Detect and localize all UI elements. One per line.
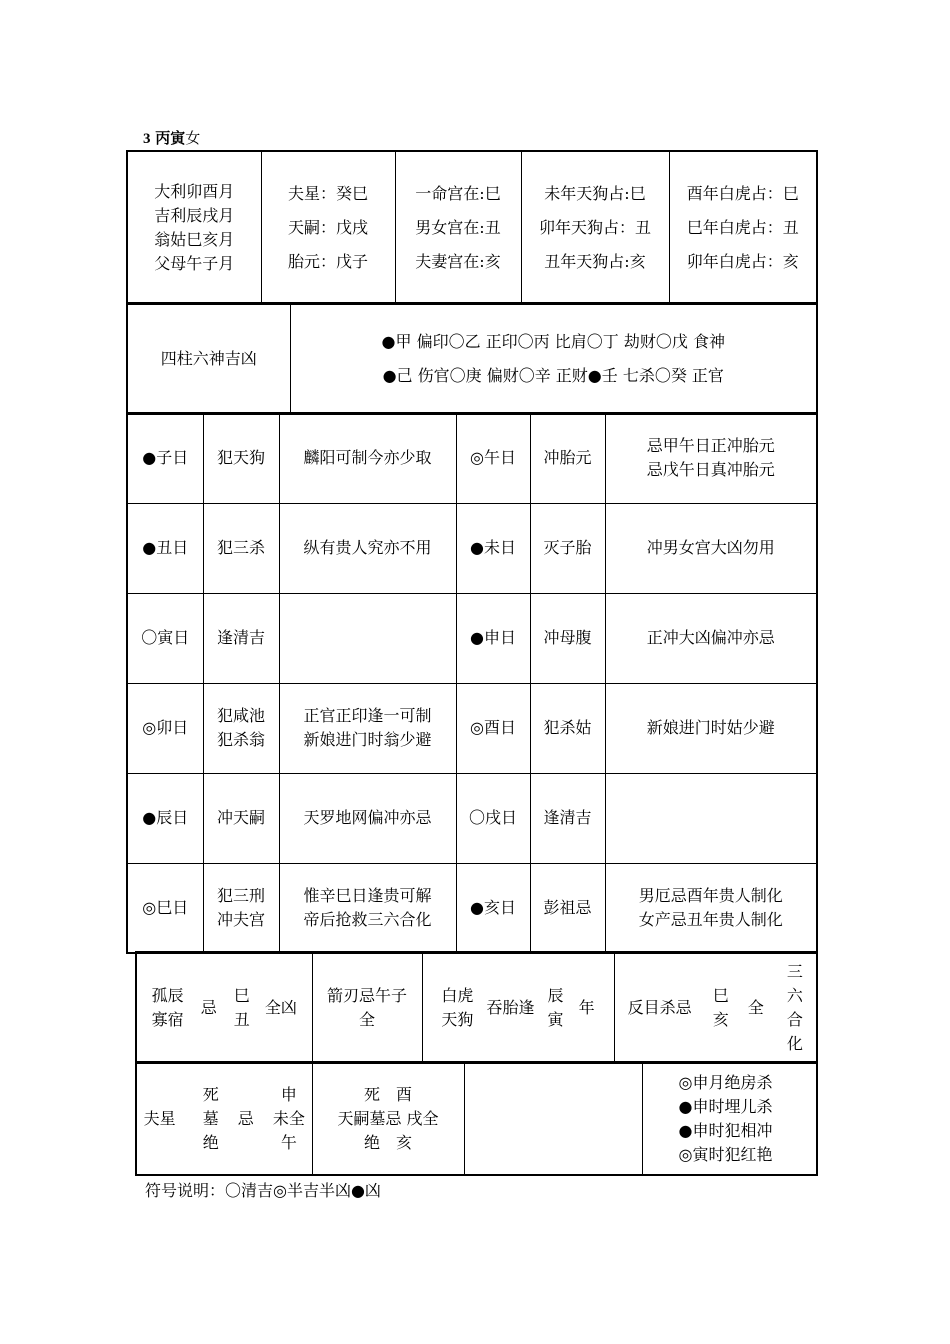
cell-line: 惟辛巳日逢贵可解: [303, 885, 432, 905]
months-line: 父母午子月: [154, 253, 235, 273]
cell-line: 纵有贵人究亦不用: [303, 538, 432, 557]
six-gods-line-2: ●己 伤官〇庚 偏财〇辛 正财●壬 七杀〇癸 正官: [382, 365, 724, 385]
fanmu-label: 反目杀忌: [627, 997, 692, 1017]
fuxing-states: 死 墓 绝: [202, 1084, 219, 1152]
cell-line: 逢清吉: [216, 628, 265, 647]
cell-line: 犯三刑: [216, 885, 265, 905]
day-note-left: [279, 503, 456, 593]
day-row: [127, 593, 817, 683]
day-effect-right: [530, 413, 605, 503]
tiger-line: 巳年白虎占：丑: [686, 217, 799, 237]
day-branch-right: ●申日: [456, 593, 530, 683]
cell-line: 忌甲午日正冲胎元: [646, 436, 775, 456]
dog-line: 卯年天狗占：丑: [538, 217, 651, 237]
day-effect-left: [203, 773, 279, 863]
day-effect-left: [203, 413, 279, 503]
day-effect-left: [203, 863, 279, 953]
cell-line: 逢清吉: [543, 808, 592, 827]
cell-line: 男厄忌酉年贵人制化: [638, 885, 783, 905]
day-note-right: [605, 683, 817, 773]
day-row: [127, 413, 817, 503]
cell-line: 帝后抢救三六合化: [303, 909, 432, 929]
palaces-line: 男女宫在:丑: [415, 217, 501, 237]
tiansi-cell: [312, 1062, 464, 1175]
months-cell: [127, 151, 261, 304]
six-gods-line-1: ●甲 偏印〇乙 正印〇丙 比肩〇丁 劫财〇戊 食神: [381, 331, 725, 351]
tiger-line: 卯年白虎占：亥: [686, 251, 799, 271]
day-row: [127, 863, 817, 953]
day-branch-right: ●未日: [456, 503, 530, 593]
day-branch-left: ◎卯日: [127, 683, 203, 773]
guchen-avoid: 忌: [200, 997, 217, 1017]
title-gender: 女: [185, 129, 201, 147]
day-note-left: [279, 413, 456, 503]
cell-line: 犯三杀: [216, 538, 265, 557]
cell-line: 冲母腹: [543, 628, 592, 647]
cell-line: 犯天狗: [216, 448, 265, 468]
bottom-table-2: [135, 1061, 818, 1176]
six-gods-table: [126, 302, 818, 415]
hour-note: ◎申月绝房杀: [678, 1072, 773, 1092]
months-line: 吉利辰戌月: [154, 205, 235, 225]
day-row: [127, 503, 817, 593]
baihu-year: 年: [578, 997, 595, 1017]
cell-line: 彭祖忌: [543, 897, 592, 917]
fanmu-sanliuhehua: 三 六 合 化: [786, 961, 803, 1053]
fanmu-all: 全: [747, 997, 764, 1017]
title-year: 丙寅: [155, 131, 186, 147]
tiansi-line: 死 酉: [363, 1084, 412, 1104]
day-note-left: [279, 683, 456, 773]
title-number: 3: [143, 131, 151, 147]
day-effect-right: [530, 863, 605, 953]
day-branch-left: ●辰日: [127, 773, 203, 863]
months-line: 大利卯酉月: [154, 181, 235, 201]
tiansi-line: 天嗣墓忌 戌全: [337, 1108, 439, 1128]
cell-line: 女产忌丑年贵人制化: [638, 909, 783, 929]
day-note-right: [605, 773, 817, 863]
day-effect-left: [203, 593, 279, 683]
palaces-line: 夫妻宫在:亥: [415, 251, 501, 271]
fanmu-cell: [614, 952, 817, 1063]
jianren-cell: [312, 952, 422, 1063]
dog-cell: [521, 151, 669, 304]
guchen-result: 全凶: [264, 997, 297, 1017]
cell-line: 正官正印逢一可制: [303, 706, 432, 725]
day-branch-left: ◎巳日: [127, 863, 203, 953]
six-gods-label: 四柱六神吉凶: [127, 303, 290, 414]
hour-note: ●申时埋儿杀: [678, 1096, 773, 1116]
symbol-legend: 符号说明：〇清吉◎半吉半凶●凶: [145, 1181, 381, 1200]
fuxing-branches: 申 未全 午: [272, 1084, 305, 1152]
dog-line: 未年天狗占:巳: [544, 183, 646, 203]
hour-note: ◎寅时犯红艳: [678, 1144, 773, 1164]
baihu-branches: 辰 寅: [547, 985, 564, 1029]
cell-line: 冲夫宫: [216, 909, 265, 929]
cell-line: 冲胎元: [543, 448, 592, 468]
cell-line: 天罗地网偏冲亦忌: [303, 808, 432, 827]
day-effect-left: [203, 683, 279, 773]
six-gods-content: [290, 303, 817, 414]
tiger-line: 酉年白虎占：巳: [686, 183, 799, 203]
jianren-line: 箭刃忌午子: [326, 985, 407, 1005]
guchen-names: 孤辰 寡宿: [151, 985, 184, 1029]
stars-line: 胎元：戊子: [287, 251, 368, 271]
day-branch-right: ●亥日: [456, 863, 530, 953]
day-note-right: [605, 593, 817, 683]
stars-line: 夫星：癸巳: [287, 183, 368, 203]
cell-line: 忌戊午日真冲胎元: [646, 460, 775, 480]
cell-line: 灭子胎: [543, 538, 592, 557]
tiansi-line: 绝 亥: [363, 1132, 412, 1152]
header-table: [126, 150, 818, 305]
bottom-table-1: [135, 951, 818, 1064]
cell-line: 犯杀翁: [216, 730, 265, 749]
day-branch-left: ●子日: [127, 413, 203, 503]
months-line: 翁姑巳亥月: [154, 229, 235, 249]
day-row: [127, 773, 817, 863]
cell-line: 冲天嗣: [216, 808, 265, 827]
palaces-line: 一命宫在:巳: [415, 183, 501, 203]
fuxing-label: 夫星: [143, 1108, 176, 1128]
day-effect-right: [530, 773, 605, 863]
day-branch-right: ◎酉日: [456, 683, 530, 773]
baihu-meet: 吞胎逢: [486, 997, 535, 1017]
cell-line: 新娘进门时姑少避: [646, 718, 775, 737]
cell-line: 犯咸池: [216, 706, 265, 725]
empty-cell: [464, 1062, 642, 1175]
day-effect-left: [203, 503, 279, 593]
fuxing-cell: [136, 1062, 312, 1175]
day-branch-left: ●丑日: [127, 503, 203, 593]
day-effect-right: [530, 683, 605, 773]
guchen-branches: 巳 丑: [233, 985, 250, 1029]
baihu-cell: [422, 952, 614, 1063]
day-branch-right: ◎午日: [456, 413, 530, 503]
day-note-left: [279, 863, 456, 953]
fuxing-avoid: 忌: [237, 1108, 254, 1128]
day-table: [126, 412, 818, 954]
tiger-cell: [669, 151, 817, 304]
dog-line: 丑年天狗占:亥: [544, 251, 646, 271]
palaces-cell: [395, 151, 521, 304]
day-effect-right: [530, 503, 605, 593]
cell-line: 新娘进门时翁少避: [303, 730, 432, 749]
day-note-left: [279, 593, 456, 683]
guchen-cell: [136, 952, 312, 1063]
cell-line: 冲男女宫大凶勿用: [646, 538, 775, 557]
day-branch-left: 〇寅日: [127, 593, 203, 683]
cell-line: 犯杀姑: [543, 718, 592, 737]
stars-cell: [261, 151, 395, 304]
day-branch-right: 〇戌日: [456, 773, 530, 863]
fanmu-branches: 巳 亥: [712, 985, 729, 1029]
day-note-right: [605, 863, 817, 953]
day-note-right: [605, 503, 817, 593]
baihu-names: 白虎 天狗: [441, 985, 474, 1029]
cell-line: 麟阳可制今亦少取: [303, 448, 432, 468]
cell-line: 正冲大凶偏冲亦忌: [646, 628, 775, 647]
day-effect-right: [530, 593, 605, 683]
hour-notes-cell: [642, 1062, 817, 1175]
day-note-right: [605, 413, 817, 503]
stars-line: 天嗣：戊戌: [287, 217, 368, 237]
day-row: [127, 683, 817, 773]
document-title: [143, 127, 200, 148]
jianren-line: 全: [358, 1009, 375, 1029]
hour-note: ●申时犯相冲: [678, 1120, 773, 1140]
day-note-left: [279, 773, 456, 863]
